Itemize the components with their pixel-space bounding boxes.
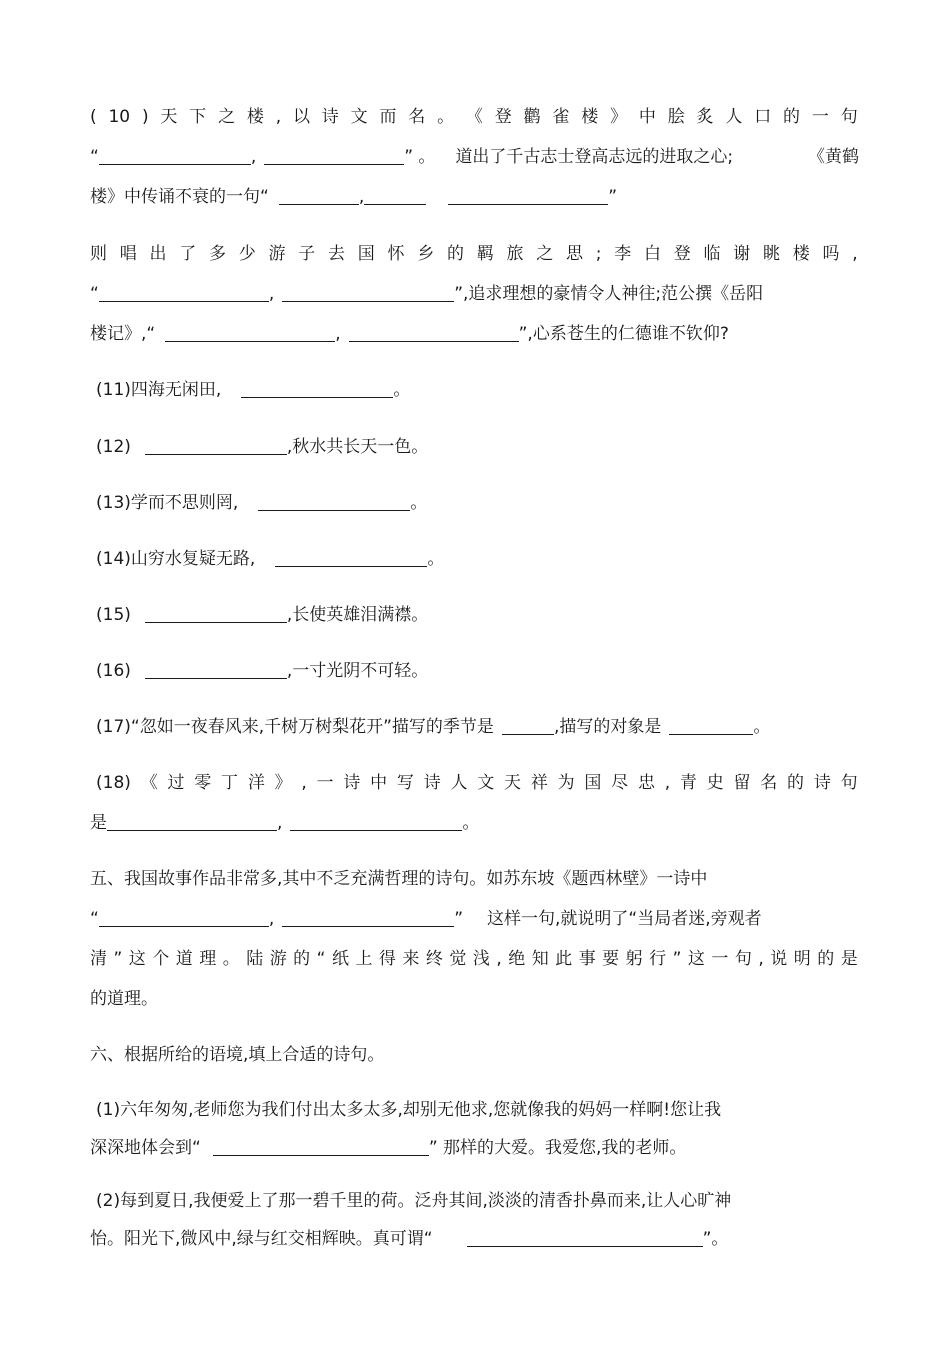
question-number: (13) [96, 493, 131, 513]
comma: , [358, 187, 365, 207]
text-char: 这 [687, 949, 705, 969]
q16-text: ,一寸光阴不可轻。 [286, 661, 429, 681]
text-char: 。 [437, 107, 455, 127]
answer-blank[interactable] [364, 186, 426, 205]
answer-blank[interactable] [282, 908, 454, 927]
text-char: ” [672, 949, 682, 969]
text-char: 口 [754, 107, 772, 127]
q13-text: 学而不思则罔, [130, 493, 239, 513]
question-number: (12) [96, 437, 131, 457]
q10-line-2 [90, 144, 733, 170]
q10-text: 楼记》,“ [90, 324, 156, 344]
text-char: 思 [566, 244, 583, 264]
quote-close: ” 。 [404, 147, 436, 167]
q10-line-4 [90, 241, 858, 267]
section6-p2-line-2 [90, 1226, 728, 1252]
q10-text: 楼》中传诵不衰的一句“ [90, 187, 269, 207]
text-char: 觉 [449, 949, 467, 969]
section6-p1-line-2 [90, 1135, 686, 1161]
q10-text-tail: 《黄鹤 [808, 147, 859, 167]
text-char: 下 [189, 107, 207, 127]
text-char: 国 [357, 244, 375, 264]
text-char: 一 [811, 107, 829, 127]
text-char: 得 [378, 949, 396, 969]
q10-text: ”,心系苍生的仁德谁不钦仰? [518, 324, 729, 344]
text-char: , [496, 949, 502, 969]
q11-line [96, 377, 410, 403]
answer-blank[interactable] [145, 436, 287, 455]
comma: , [335, 324, 341, 344]
q14-text: 山穷水复疑无路, [130, 549, 256, 569]
text-char: 去 [328, 244, 345, 264]
text-char: 文 [477, 773, 495, 793]
text-char: 明 [793, 949, 811, 969]
answer-blank[interactable] [99, 146, 251, 165]
text-char: , [301, 773, 307, 793]
text-char: 文 [350, 107, 368, 127]
q10-text: 道出了千古志士登高志远的进取之心; [455, 147, 734, 167]
section6-heading-line [90, 1042, 384, 1068]
answer-blank[interactable] [349, 323, 519, 342]
q13-line [96, 490, 427, 516]
text-char: 《 [465, 107, 483, 127]
answer-blank[interactable] [145, 660, 287, 679]
text-char: 句 [734, 949, 752, 969]
text-char: 中 [638, 107, 656, 127]
text-char: 陆 [246, 949, 264, 969]
text-char: 《 [140, 773, 158, 793]
text-char: 羁 [476, 244, 494, 264]
text-char: 楼 [792, 244, 810, 264]
text-char: 上 [355, 949, 373, 969]
text-char: 游 [268, 244, 286, 264]
text-char: 临 [703, 244, 721, 264]
text-char: 尽 [611, 773, 629, 793]
text-char: 留 [733, 773, 751, 793]
text-char: 名 [408, 107, 426, 127]
text-char: 事 [578, 949, 596, 969]
text-char: 人 [725, 107, 743, 127]
text-char: 写 [396, 773, 414, 793]
section5-line-3 [90, 946, 858, 972]
text-char: 这 [128, 949, 146, 969]
text-char: 纸 [331, 949, 349, 969]
text-char: 要 [602, 949, 620, 969]
answer-blank[interactable] [448, 186, 608, 205]
text-char: 名 [760, 773, 778, 793]
answer-blank[interactable] [669, 716, 753, 735]
text-char: 人 [450, 773, 468, 793]
section6-text: ” 那样的大爱。我爱您,我的老师。 [428, 1138, 687, 1158]
text-char: 道 [175, 949, 193, 969]
text-char: 多 [209, 244, 226, 264]
question-number: (11) [96, 380, 131, 400]
period: 。 [410, 493, 428, 513]
text-char: 怀 [387, 244, 405, 264]
answer-blank[interactable] [241, 379, 393, 398]
q16-line [96, 658, 428, 684]
q17-text: “忽如一夜春风来,千树万树梨花开”描写的季节是 [130, 717, 494, 737]
text-char: 天 [504, 773, 522, 793]
text-char: 炙 [696, 107, 714, 127]
text-char: 》 [610, 107, 628, 127]
text-char: 国 [584, 773, 602, 793]
text-char: 眺 [762, 244, 780, 264]
text-char: 是 [840, 949, 858, 969]
q10-line-3 [90, 184, 617, 210]
q17-line [96, 714, 770, 740]
text-char: 为 [557, 773, 575, 793]
text-char: 的 [447, 244, 464, 264]
answer-blank[interactable] [213, 1137, 429, 1156]
answer-blank[interactable] [165, 323, 335, 342]
answer-blank[interactable] [107, 812, 277, 831]
text-char: 零 [194, 773, 212, 793]
text-char: 一 [711, 949, 729, 969]
text-char: 登 [494, 107, 512, 127]
quote-open: “ [90, 909, 99, 929]
text-char: 躬 [625, 949, 643, 969]
q15-line [96, 602, 428, 628]
text-char: ” [113, 949, 123, 969]
comma: , [250, 147, 257, 167]
text-char: 史 [706, 773, 724, 793]
text-char: “ [316, 949, 326, 969]
question-number: (17) [96, 717, 131, 737]
text-char: 雀 [552, 107, 570, 127]
q12-line [96, 434, 428, 460]
text-char: 天 [160, 107, 178, 127]
answer-blank[interactable] [99, 908, 269, 927]
text-char: 脍 [667, 107, 685, 127]
answer-blank[interactable] [502, 716, 554, 735]
text-char: 来 [402, 949, 420, 969]
text-char: 祥 [530, 773, 548, 793]
text-char: 个 [152, 949, 170, 969]
text-char: 少 [238, 244, 256, 264]
section6-text: ”。 [702, 1229, 729, 1249]
answer-blank[interactable] [467, 1228, 703, 1247]
text-char: 一 [316, 773, 334, 793]
text-char: 诗 [321, 107, 339, 127]
text-char: 10 [108, 107, 131, 127]
text-char: 楼 [581, 107, 599, 127]
quote-close: ” [454, 909, 464, 929]
answer-blank[interactable] [279, 186, 359, 205]
text-char: 知 [531, 949, 549, 969]
text-char: ) [141, 107, 149, 127]
text-char: 行 [649, 949, 667, 969]
text-char: , [664, 773, 671, 793]
section5-text: 这样一句,就说明了“当局者迷,旁观者 [487, 909, 762, 929]
text-char: 理 [199, 949, 217, 969]
text-char: 出 [149, 244, 167, 264]
text-char: 了 [179, 244, 197, 264]
q10-line-5 [90, 281, 763, 307]
text-char: 谢 [733, 244, 751, 264]
text-char: 丁 [221, 773, 239, 793]
text-char: 绝 [508, 949, 526, 969]
text-char: 白 [643, 244, 661, 264]
period: 。 [462, 813, 480, 833]
comma: , [268, 909, 275, 929]
text-char: 楼 [246, 107, 264, 127]
q11-text: 四海无闲田, [130, 380, 222, 400]
text-char: 清 [90, 949, 107, 969]
text-char: 终 [425, 949, 443, 969]
text-char: 鹳 [523, 107, 541, 127]
answer-blank[interactable] [258, 492, 410, 511]
section6-text: (2)每到夏日,我便爱上了那一碧千里的荷。泛舟其间,淡淡的清香扑鼻而来,让人心旷神 [96, 1191, 732, 1211]
text-char: 》 [274, 773, 292, 793]
section5-line-4 [90, 986, 158, 1012]
text-char: 过 [167, 773, 185, 793]
text-char: ; [595, 244, 602, 264]
section5-line-2 [90, 906, 762, 932]
section5-heading: 五、我国故事作品非常多,其中不乏充满哲理的诗句。如苏东坡《题西林壁》一诗中 [90, 869, 708, 889]
text-char: 李 [614, 244, 632, 264]
text-char: 的 [783, 107, 801, 127]
answer-blank[interactable] [99, 283, 269, 302]
period: 。 [427, 549, 445, 569]
text-char: 忠 [637, 773, 655, 793]
q10-line-2-tail [808, 144, 859, 170]
text-char: 之 [218, 107, 236, 127]
text-char: , [275, 107, 282, 127]
q10-line-1 [90, 104, 858, 130]
text-char: (18) [96, 773, 131, 793]
text-char: 诗 [813, 773, 831, 793]
answer-blank[interactable] [282, 283, 454, 302]
text-char: 。 [222, 949, 240, 969]
text-char: 之 [536, 244, 554, 264]
section5-line-1 [90, 866, 707, 892]
section6-p2-line-1 [96, 1188, 731, 1214]
q17-text: ,描写的对象是 [553, 717, 662, 737]
answer-blank[interactable] [290, 812, 462, 831]
text-char: 子 [298, 244, 316, 264]
text-char: 则 [90, 244, 107, 264]
text-char: 的 [817, 949, 835, 969]
q10-text: ”,追求理想的豪情令人神往;范公撰《岳阳 [454, 284, 764, 304]
text-char: 乡 [417, 244, 435, 264]
period: 。 [753, 717, 771, 737]
quote-open: “ [90, 147, 99, 167]
text-char: 诗 [423, 773, 441, 793]
answer-blank[interactable] [264, 146, 404, 165]
text-char: , [852, 244, 858, 264]
question-number: (14) [96, 549, 131, 569]
text-char: 的 [787, 773, 805, 793]
answer-blank[interactable] [145, 604, 287, 623]
answer-blank[interactable] [275, 548, 427, 567]
text-char: 此 [555, 949, 573, 969]
text-char: 以 [292, 107, 310, 127]
quote-open: “ [90, 284, 99, 304]
text-char: 旅 [506, 244, 524, 264]
question-number: (15) [96, 605, 131, 625]
section6-text: 深深地体会到“ [90, 1138, 201, 1158]
section6-heading: 六、根据所给的语境,填上合适的诗句。 [90, 1045, 385, 1065]
period: 。 [393, 380, 411, 400]
question-number: (16) [96, 661, 131, 681]
section6-text: (1)六年匆匆,老师您为我们付出太多太多,却别无他求,您就像我的妈妈一样啊!您让我 [96, 1100, 722, 1120]
section6-text: 怡。阳光下,微风中,绿与红交相辉映。真可谓“ [90, 1229, 433, 1249]
text-char: 而 [379, 107, 397, 127]
q15-text: ,长使英雄泪满襟。 [286, 605, 429, 625]
text-char: 登 [673, 244, 691, 264]
text-char: 句 [840, 107, 858, 127]
text-char: 吗 [822, 244, 840, 264]
q18-text: 是 [90, 813, 107, 833]
q12-text: ,秋水共长天一色。 [286, 437, 429, 457]
text-char: ( [90, 107, 97, 127]
text-char: 洋 [247, 773, 265, 793]
comma: , [277, 813, 283, 833]
text-char: 的 [293, 949, 311, 969]
text-char: 说 [770, 949, 788, 969]
text-char: 唱 [119, 244, 137, 264]
section6-p1-line-1 [96, 1097, 721, 1123]
q14-line [96, 546, 444, 572]
quote-close: ” [608, 187, 618, 207]
q18-line-1 [96, 770, 858, 796]
text-char: 中 [370, 773, 388, 793]
comma: , [268, 284, 275, 304]
text-char: 诗 [343, 773, 361, 793]
q18-line-2 [90, 810, 479, 836]
text-char: 浅 [472, 949, 490, 969]
text-char: 句 [840, 773, 858, 793]
text-char: 游 [269, 949, 287, 969]
text-char: 青 [679, 773, 697, 793]
text-char: , [758, 949, 764, 969]
section5-text: 的道理。 [90, 989, 158, 1009]
q10-line-6 [90, 321, 729, 347]
